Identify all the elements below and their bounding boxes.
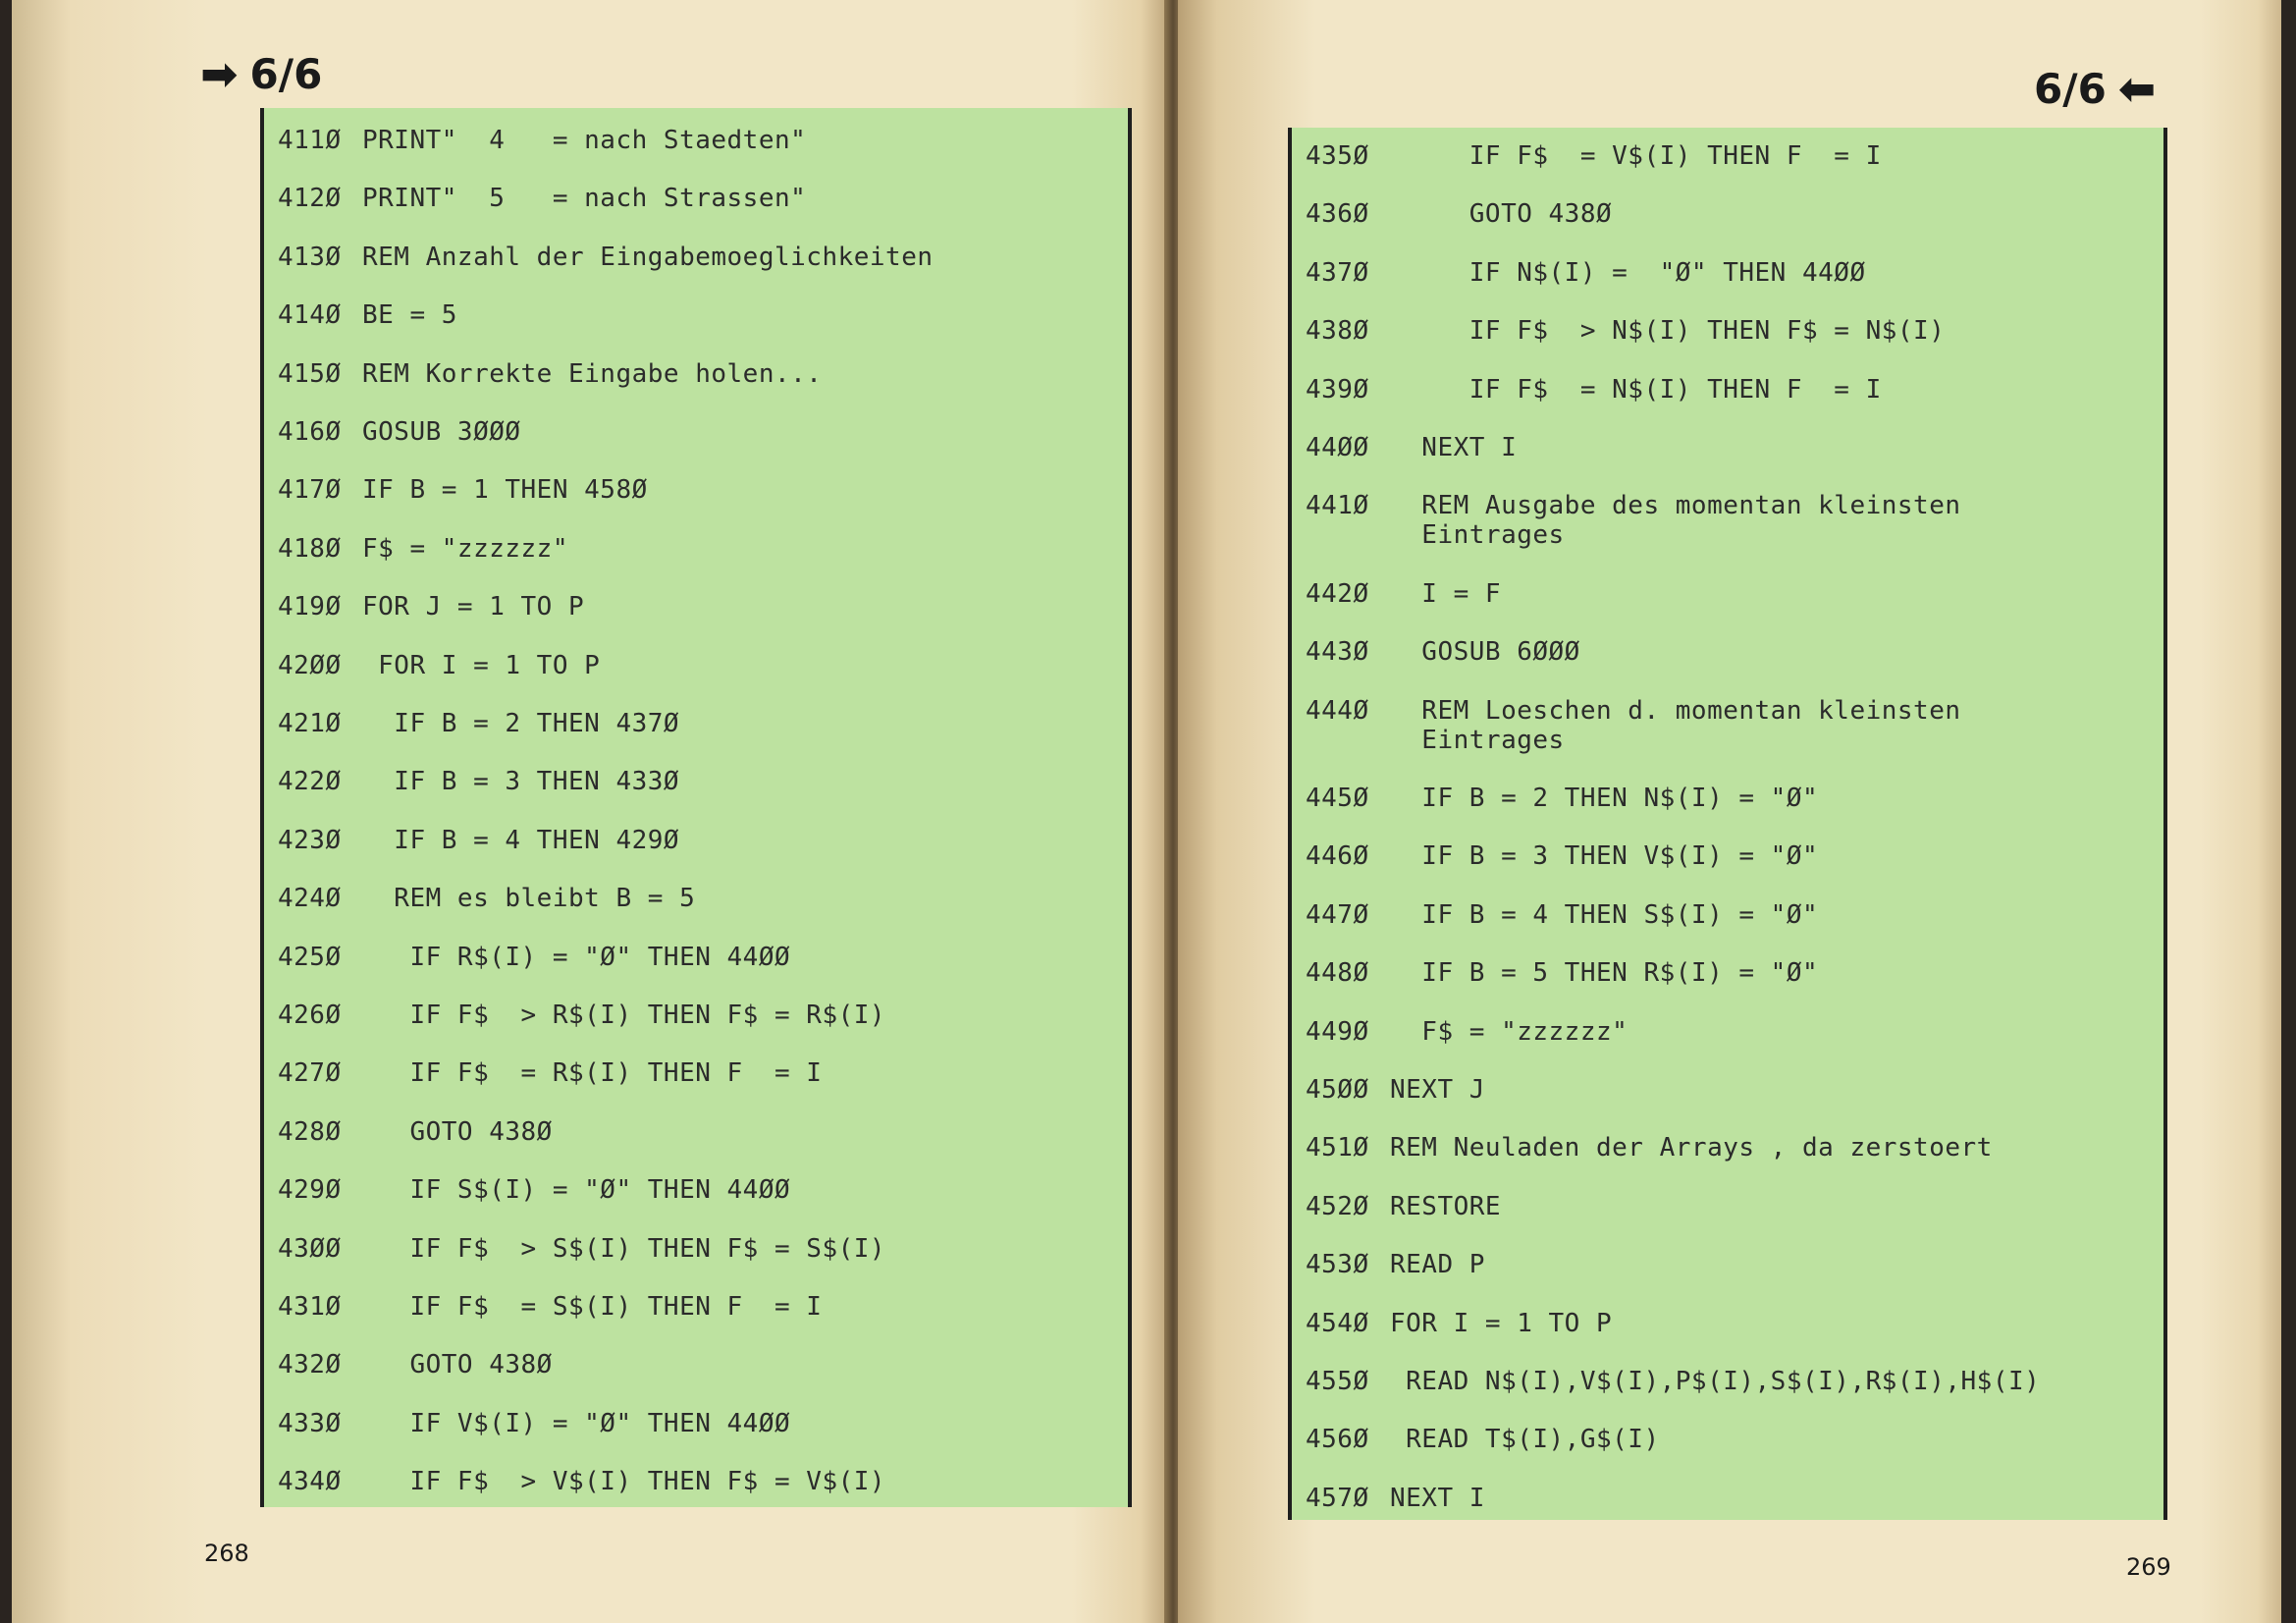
code-text: IF F$ > R$(I) THEN F$ = R$(I) bbox=[362, 1001, 886, 1030]
code-line bbox=[1306, 1017, 1628, 1047]
line-number: 415Ø bbox=[278, 358, 342, 389]
right-page-number: 269 bbox=[2126, 1553, 2171, 1581]
line-number: 43ØØ bbox=[278, 1233, 342, 1264]
code-line bbox=[1306, 900, 1818, 930]
right-code-listing bbox=[1288, 128, 2167, 1520]
code-line bbox=[1306, 696, 1961, 726]
code-line bbox=[278, 709, 679, 738]
line-number: 424Ø bbox=[278, 884, 342, 914]
line-number: 443Ø bbox=[1306, 637, 1369, 668]
code-text: IF B = 3 THEN V$(I) = "Ø" bbox=[1390, 841, 1819, 872]
code-line bbox=[278, 1409, 790, 1438]
line-number: 427Ø bbox=[278, 1058, 342, 1089]
code-text: IF S$(I) = "Ø" THEN 44ØØ bbox=[362, 1175, 791, 1206]
code-text: IF F$ = V$(I) THEN F = I bbox=[1390, 141, 1882, 171]
line-number: 423Ø bbox=[278, 825, 342, 855]
code-line bbox=[1306, 1250, 1485, 1279]
line-number: 444Ø bbox=[1306, 695, 1369, 726]
code-text: IF F$ > V$(I) THEN F$ = V$(I) bbox=[362, 1467, 886, 1497]
line-number: 441Ø bbox=[1306, 491, 1369, 521]
line-number: 431Ø bbox=[278, 1292, 342, 1322]
line-number: 452Ø bbox=[1306, 1191, 1369, 1221]
arrow-left-icon: ⬅ bbox=[2117, 62, 2157, 115]
code-line bbox=[278, 767, 679, 796]
right-page-header bbox=[2034, 62, 2156, 115]
code-text: IF B = 2 THEN N$(I) = "Ø" bbox=[1390, 784, 1819, 813]
code-line bbox=[1306, 1309, 1612, 1338]
line-number: 421Ø bbox=[278, 709, 342, 738]
code-text: REM es bleibt B = 5 bbox=[362, 884, 696, 914]
line-number: 418Ø bbox=[278, 533, 342, 564]
code-text: IF B = 3 THEN 433Ø bbox=[362, 767, 680, 797]
line-number: 425Ø bbox=[278, 942, 342, 972]
code-text: IF B = 5 THEN R$(I) = "Ø" bbox=[1390, 958, 1819, 989]
code-text: PRINT" 5 = nach Strassen" bbox=[362, 184, 807, 214]
code-text: PRINT" 4 = nach Staedten" bbox=[362, 126, 807, 155]
code-line bbox=[1306, 579, 1501, 609]
code-line bbox=[278, 475, 648, 505]
code-line bbox=[1306, 375, 1882, 405]
line-number: 442Ø bbox=[1306, 578, 1369, 609]
line-number: 445Ø bbox=[1306, 784, 1369, 813]
code-text: GOTO 438Ø bbox=[362, 1116, 553, 1147]
code-line bbox=[278, 359, 822, 389]
line-number: 457Ø bbox=[1306, 1483, 1369, 1513]
code-line bbox=[278, 1117, 553, 1147]
line-number: 419Ø bbox=[278, 592, 342, 622]
code-text: IF F$ = R$(I) THEN F = I bbox=[362, 1058, 823, 1089]
code-line bbox=[1306, 141, 1882, 171]
line-number: 429Ø bbox=[278, 1175, 342, 1206]
code-line bbox=[1306, 258, 1866, 288]
line-number: 416Ø bbox=[278, 417, 342, 447]
code-text: IF R$(I) = "Ø" THEN 44ØØ bbox=[362, 942, 791, 972]
code-line bbox=[278, 1350, 553, 1380]
code-line bbox=[1306, 316, 1945, 346]
code-line bbox=[1306, 637, 1580, 667]
line-number: 413Ø bbox=[278, 242, 342, 272]
code-line bbox=[278, 884, 695, 913]
line-number: 422Ø bbox=[278, 767, 342, 797]
line-number: 451Ø bbox=[1306, 1133, 1369, 1163]
code-text: BE = 5 bbox=[362, 300, 457, 331]
code-text: Eintrages bbox=[1390, 725, 1565, 755]
line-number: 44ØØ bbox=[1306, 433, 1369, 462]
code-text: IF F$ = N$(I) THEN F = I bbox=[1390, 374, 1882, 405]
code-line bbox=[1306, 1484, 1485, 1513]
code-line bbox=[278, 651, 600, 680]
code-text: NEXT I bbox=[1390, 1483, 1485, 1513]
code-text: FOR I = 1 TO P bbox=[1390, 1308, 1613, 1338]
code-text: READ T$(I),G$(I) bbox=[1390, 1425, 1660, 1455]
left-code-listing bbox=[260, 108, 1132, 1507]
right-header-label: 6/6 bbox=[2034, 64, 2107, 113]
code-text: IF B = 2 THEN 437Ø bbox=[362, 709, 680, 738]
line-number: 428Ø bbox=[278, 1116, 342, 1147]
code-text: F$ = "zzzzzz" bbox=[1390, 1016, 1629, 1047]
code-text: FOR J = 1 TO P bbox=[362, 592, 585, 622]
code-line bbox=[278, 243, 934, 272]
code-text: IF B = 1 THEN 458Ø bbox=[362, 475, 648, 506]
code-text: FOR I = 1 TO P bbox=[362, 650, 601, 680]
line-number: 432Ø bbox=[278, 1350, 342, 1380]
line-number: 446Ø bbox=[1306, 841, 1369, 872]
code-text: IF N$(I) = "Ø" THEN 44ØØ bbox=[1390, 257, 1866, 288]
line-number: 438Ø bbox=[1306, 316, 1369, 347]
code-text: NEXT I bbox=[1390, 433, 1518, 462]
arrow-right-icon: ➡ bbox=[200, 47, 239, 100]
line-number: 453Ø bbox=[1306, 1250, 1369, 1280]
code-line bbox=[1306, 1425, 1660, 1454]
code-text: GOSUB 3ØØØ bbox=[362, 417, 521, 447]
code-text: READ P bbox=[1390, 1250, 1485, 1280]
code-text: I = F bbox=[1390, 578, 1502, 609]
code-line bbox=[278, 1467, 885, 1496]
code-line bbox=[278, 943, 790, 972]
code-line bbox=[278, 126, 806, 155]
code-line bbox=[1306, 1192, 1501, 1221]
code-text: READ N$(I),V$(I),P$(I),S$(I),R$(I),H$(I) bbox=[1390, 1367, 2041, 1396]
code-text: GOSUB 6ØØØ bbox=[1390, 637, 1580, 668]
code-text: REM Ausgabe des momentan kleinsten bbox=[1390, 491, 1961, 521]
code-line bbox=[1306, 784, 1818, 813]
line-number: 434Ø bbox=[278, 1467, 342, 1497]
code-line bbox=[278, 826, 679, 855]
code-text: GOTO 438Ø bbox=[362, 1350, 553, 1380]
line-number: 456Ø bbox=[1306, 1425, 1369, 1455]
line-number: 45ØØ bbox=[1306, 1075, 1369, 1105]
code-text: IF F$ = S$(I) THEN F = I bbox=[362, 1292, 823, 1322]
code-line bbox=[1306, 841, 1818, 871]
code-line bbox=[1306, 491, 1961, 520]
code-text: Eintrages bbox=[1390, 520, 1565, 551]
code-text: REM Korrekte Eingabe holen... bbox=[362, 358, 823, 389]
code-line bbox=[278, 417, 521, 447]
line-number: 439Ø bbox=[1306, 374, 1369, 405]
code-line bbox=[278, 1058, 822, 1088]
code-text: IF B = 4 THEN S$(I) = "Ø" bbox=[1390, 899, 1819, 930]
code-line bbox=[1306, 199, 1612, 229]
line-number: 447Ø bbox=[1306, 899, 1369, 930]
line-number: 455Ø bbox=[1306, 1367, 1369, 1396]
line-number: 454Ø bbox=[1306, 1308, 1369, 1338]
code-line bbox=[1306, 520, 1565, 550]
code-text: GOTO 438Ø bbox=[1390, 199, 1613, 230]
code-line bbox=[278, 184, 806, 213]
line-number: 426Ø bbox=[278, 1001, 342, 1030]
line-number: 449Ø bbox=[1306, 1016, 1369, 1047]
code-line bbox=[1306, 1367, 2040, 1396]
code-text: F$ = "zzzzzz" bbox=[362, 533, 568, 564]
code-line bbox=[278, 1234, 885, 1264]
code-line bbox=[278, 1001, 885, 1030]
code-text: NEXT J bbox=[1390, 1075, 1485, 1105]
left-page-number: 268 bbox=[204, 1540, 249, 1567]
code-line bbox=[278, 592, 584, 622]
code-line bbox=[1306, 726, 1565, 755]
left-header-label: 6/6 bbox=[249, 49, 323, 98]
code-line bbox=[1306, 433, 1517, 462]
code-line bbox=[1306, 1075, 1485, 1105]
code-text: IF F$ > S$(I) THEN F$ = S$(I) bbox=[362, 1233, 886, 1264]
line-number: 417Ø bbox=[278, 475, 342, 506]
line-number: 411Ø bbox=[278, 126, 342, 155]
line-number: 448Ø bbox=[1306, 958, 1369, 989]
code-line bbox=[1306, 1133, 1993, 1163]
code-text: REM Neuladen der Arrays , da zerstoert bbox=[1390, 1133, 1993, 1163]
code-line bbox=[278, 300, 457, 330]
line-number: 433Ø bbox=[278, 1408, 342, 1438]
code-text: REM Loeschen d. momentan kleinsten bbox=[1390, 695, 1961, 726]
code-line bbox=[1306, 958, 1818, 988]
left-page-header bbox=[200, 47, 322, 100]
code-line bbox=[278, 534, 568, 564]
code-text: RESTORE bbox=[1390, 1191, 1502, 1221]
line-number: 412Ø bbox=[278, 184, 342, 214]
code-text: IF B = 4 THEN 429Ø bbox=[362, 825, 680, 855]
code-line bbox=[278, 1175, 790, 1205]
line-number: 435Ø bbox=[1306, 141, 1369, 171]
code-text: IF V$(I) = "Ø" THEN 44ØØ bbox=[362, 1408, 791, 1438]
line-number: 436Ø bbox=[1306, 199, 1369, 230]
code-line bbox=[278, 1292, 822, 1322]
line-number: 437Ø bbox=[1306, 257, 1369, 288]
line-number: 414Ø bbox=[278, 300, 342, 331]
code-text: REM Anzahl der Eingabemoeglichkeiten bbox=[362, 242, 934, 272]
code-text: IF F$ > N$(I) THEN F$ = N$(I) bbox=[1390, 316, 1946, 347]
line-number: 42ØØ bbox=[278, 650, 342, 680]
